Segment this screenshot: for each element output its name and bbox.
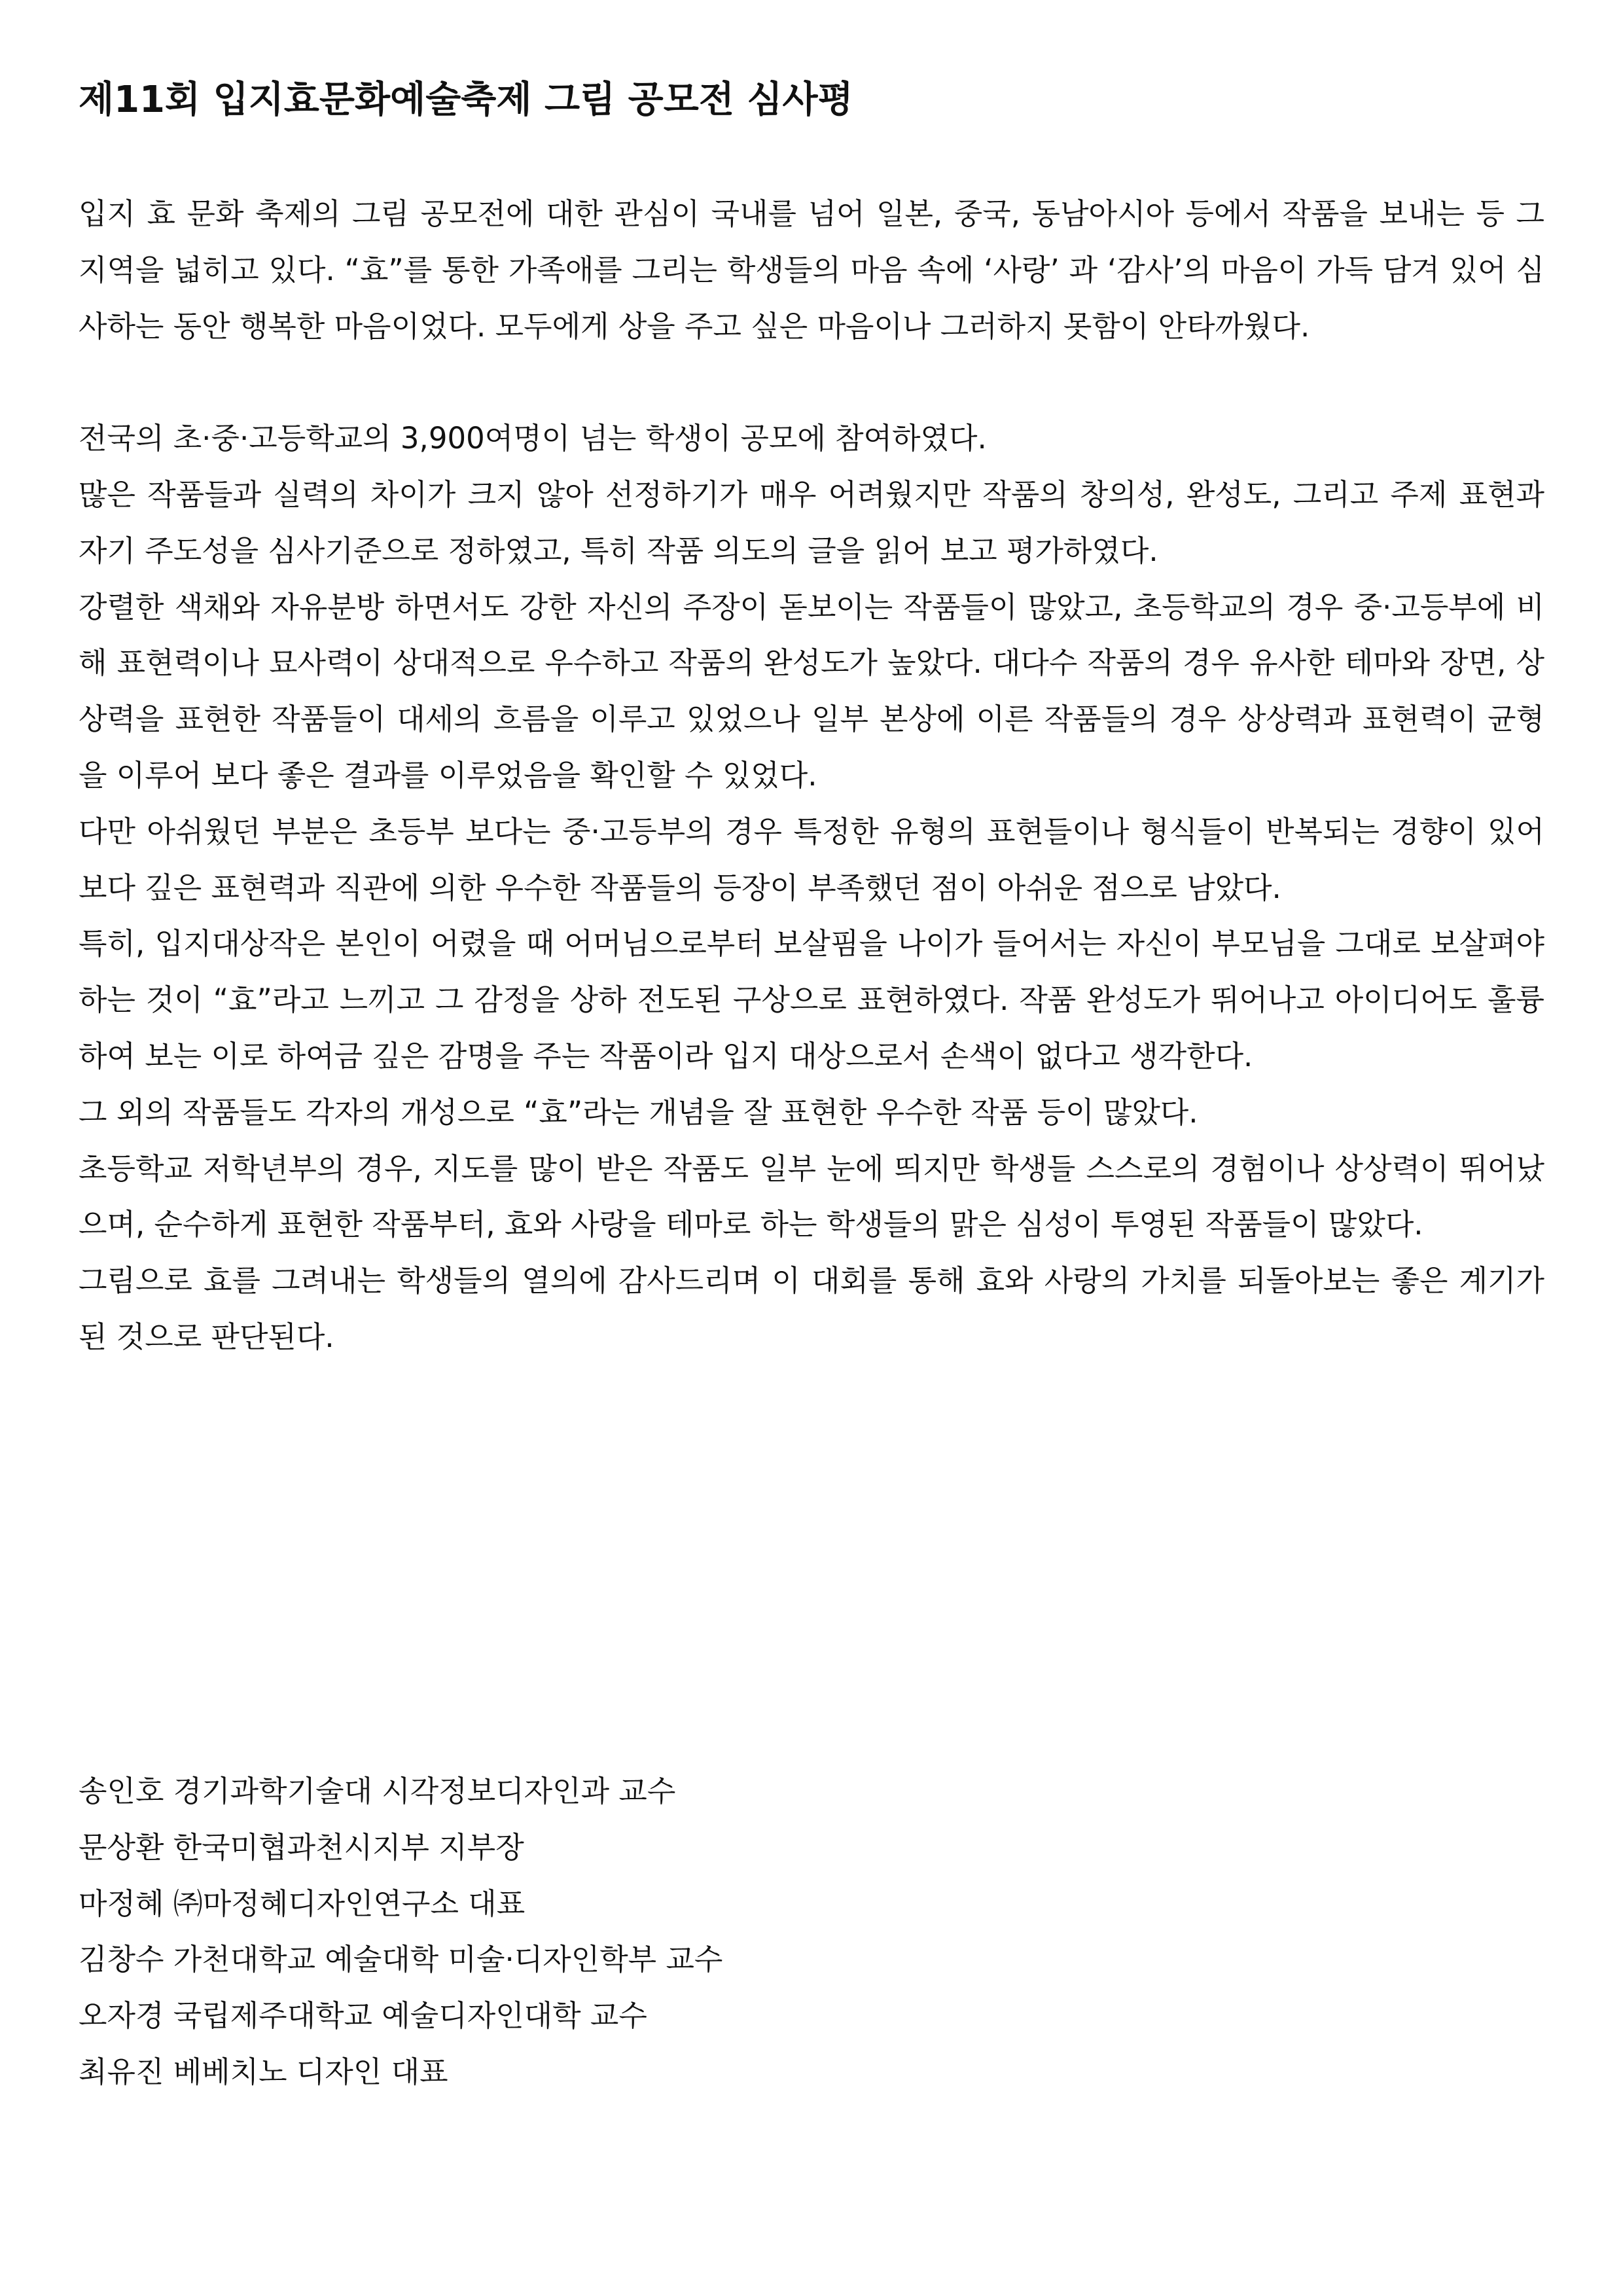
regret-paragraph: 다만 아쉬웠던 부분은 초등부 보다는 중·고등부의 경우 특정한 유형의 표현들이나 형식들이 반복되는 경향이 있어 보다 깊은 표현력과 직관에 의한 우수한 작품들의 등장이 부족했던 점이 아쉬운 점으로 남았다.: [79, 814, 1544, 905]
paragraph-gap: [79, 354, 1544, 410]
document-title: 제11회 입지효문화예술축제 그림 공모전 심사평: [79, 79, 853, 121]
criteria-paragraph: 많은 작품들과 실력의 차이가 크지 않아 선정하기가 매우 어려웠지만 작품의 창의성, 완성도, 그리고 주제 표현과 자기 주도성을 심사기준으로 정하였고, 특히 작품 의도의 글을 읽어 보고 평가하였다.: [79, 476, 1544, 568]
judge-line: 마정혜 ㈜마정혜디자인연구소 대표: [79, 1886, 526, 1921]
intro-paragraph: 입지 효 문화 축제의 그림 공모전에 대한 관심이 국내를 넘어 일본, 중국, 동남아시아 등에서 작품을 보내는 등 그 지역을 넓히고 있다. “효”를 통한 가족애를 그리는 학생들의 마음 속에 ‘사랑’ 과 ‘감사’의 마음이 가득 담겨 있어 심사하는 동안 행복한 마음이었다. 모두에게 상을 주고 싶은 마음이나 그러하지 못함이 안타까웠다.: [79, 196, 1544, 344]
judge-line: 오자경 국립제주대학교 예술디자인대학 교수: [79, 1998, 647, 2034]
grand-prize-paragraph: 특히, 입지대상작은 본인이 어렸을 때 어머님으로부터 보살핌을 나이가 들어서는 자신이 부모님을 그대로 보살펴야 하는 것이 “효”라고 느끼고 그 감정을 상하 전도된 구상으로 표현하였다. 작품 완성도가 뛰어나고 아이디어도 훌륭하여 보는 이로 하여금 깊은 감명을 주는 작품이라 입지 대상으로서 손색이 없다고 생각한다.: [79, 926, 1544, 1073]
other-works-paragraph: 그 외의 작품들도 각자의 개성으로 “효”라는 개념을 잘 표현한 우수한 작품 등이 많았다.: [79, 1094, 1198, 1130]
closing-paragraph: 그림으로 효를 그려내는 학생들의 열의에 감사드리며 이 대회를 통해 효와 사랑의 가치를 되돌아보는 좋은 계기가 된 것으로 판단된다.: [79, 1263, 1544, 1354]
judges-list: [79, 1763, 1544, 2100]
judge-line: 최유진 베베치노 디자인 대표: [79, 2054, 448, 2089]
judge-line: 송인호 경기과학기술대 시각정보디자인과 교수: [79, 1774, 676, 1808]
elementary-paragraph: 초등학교 저학년부의 경우, 지도를 많이 받은 작품도 일부 눈에 띄지만 학생들 스스로의 경험이나 상상력이 뛰어났으며, 순수하게 표현한 작품부터, 효와 사랑을 테마로 하는 학생들의 맑은 심성이 투영된 작품들이 많았다.: [79, 1151, 1544, 1242]
evaluation-paragraph: 강렬한 색채와 자유분방 하면서도 강한 자신의 주장이 돋보이는 작품들이 많았고, 초등학교의 경우 중·고등부에 비해 표현력이나 묘사력이 상대적으로 우수하고 작품의 완성도가 높았다. 대다수 작품의 경우 유사한 테마와 장면, 상상력을 표현한 작품들이 대세의 흐름을 이루고 있었으나 일부 본상에 이른 작품들의 경우 상상력과 표현력이 균형을 이루어 보다 좋은 결과를 이루었음을 확인할 수 있었다.: [79, 589, 1544, 793]
participation-paragraph: 전국의 초·중·고등학교의 3,900여명이 넘는 학생이 공모에 참여하였다.: [79, 421, 987, 456]
judge-line: 문상환 한국미협과천시지부 지부장: [79, 1829, 524, 1865]
judge-line: 김창수 가천대학교 예술대학 미술·디자인학부 교수: [79, 1942, 723, 1977]
review-body: [79, 186, 1544, 1365]
